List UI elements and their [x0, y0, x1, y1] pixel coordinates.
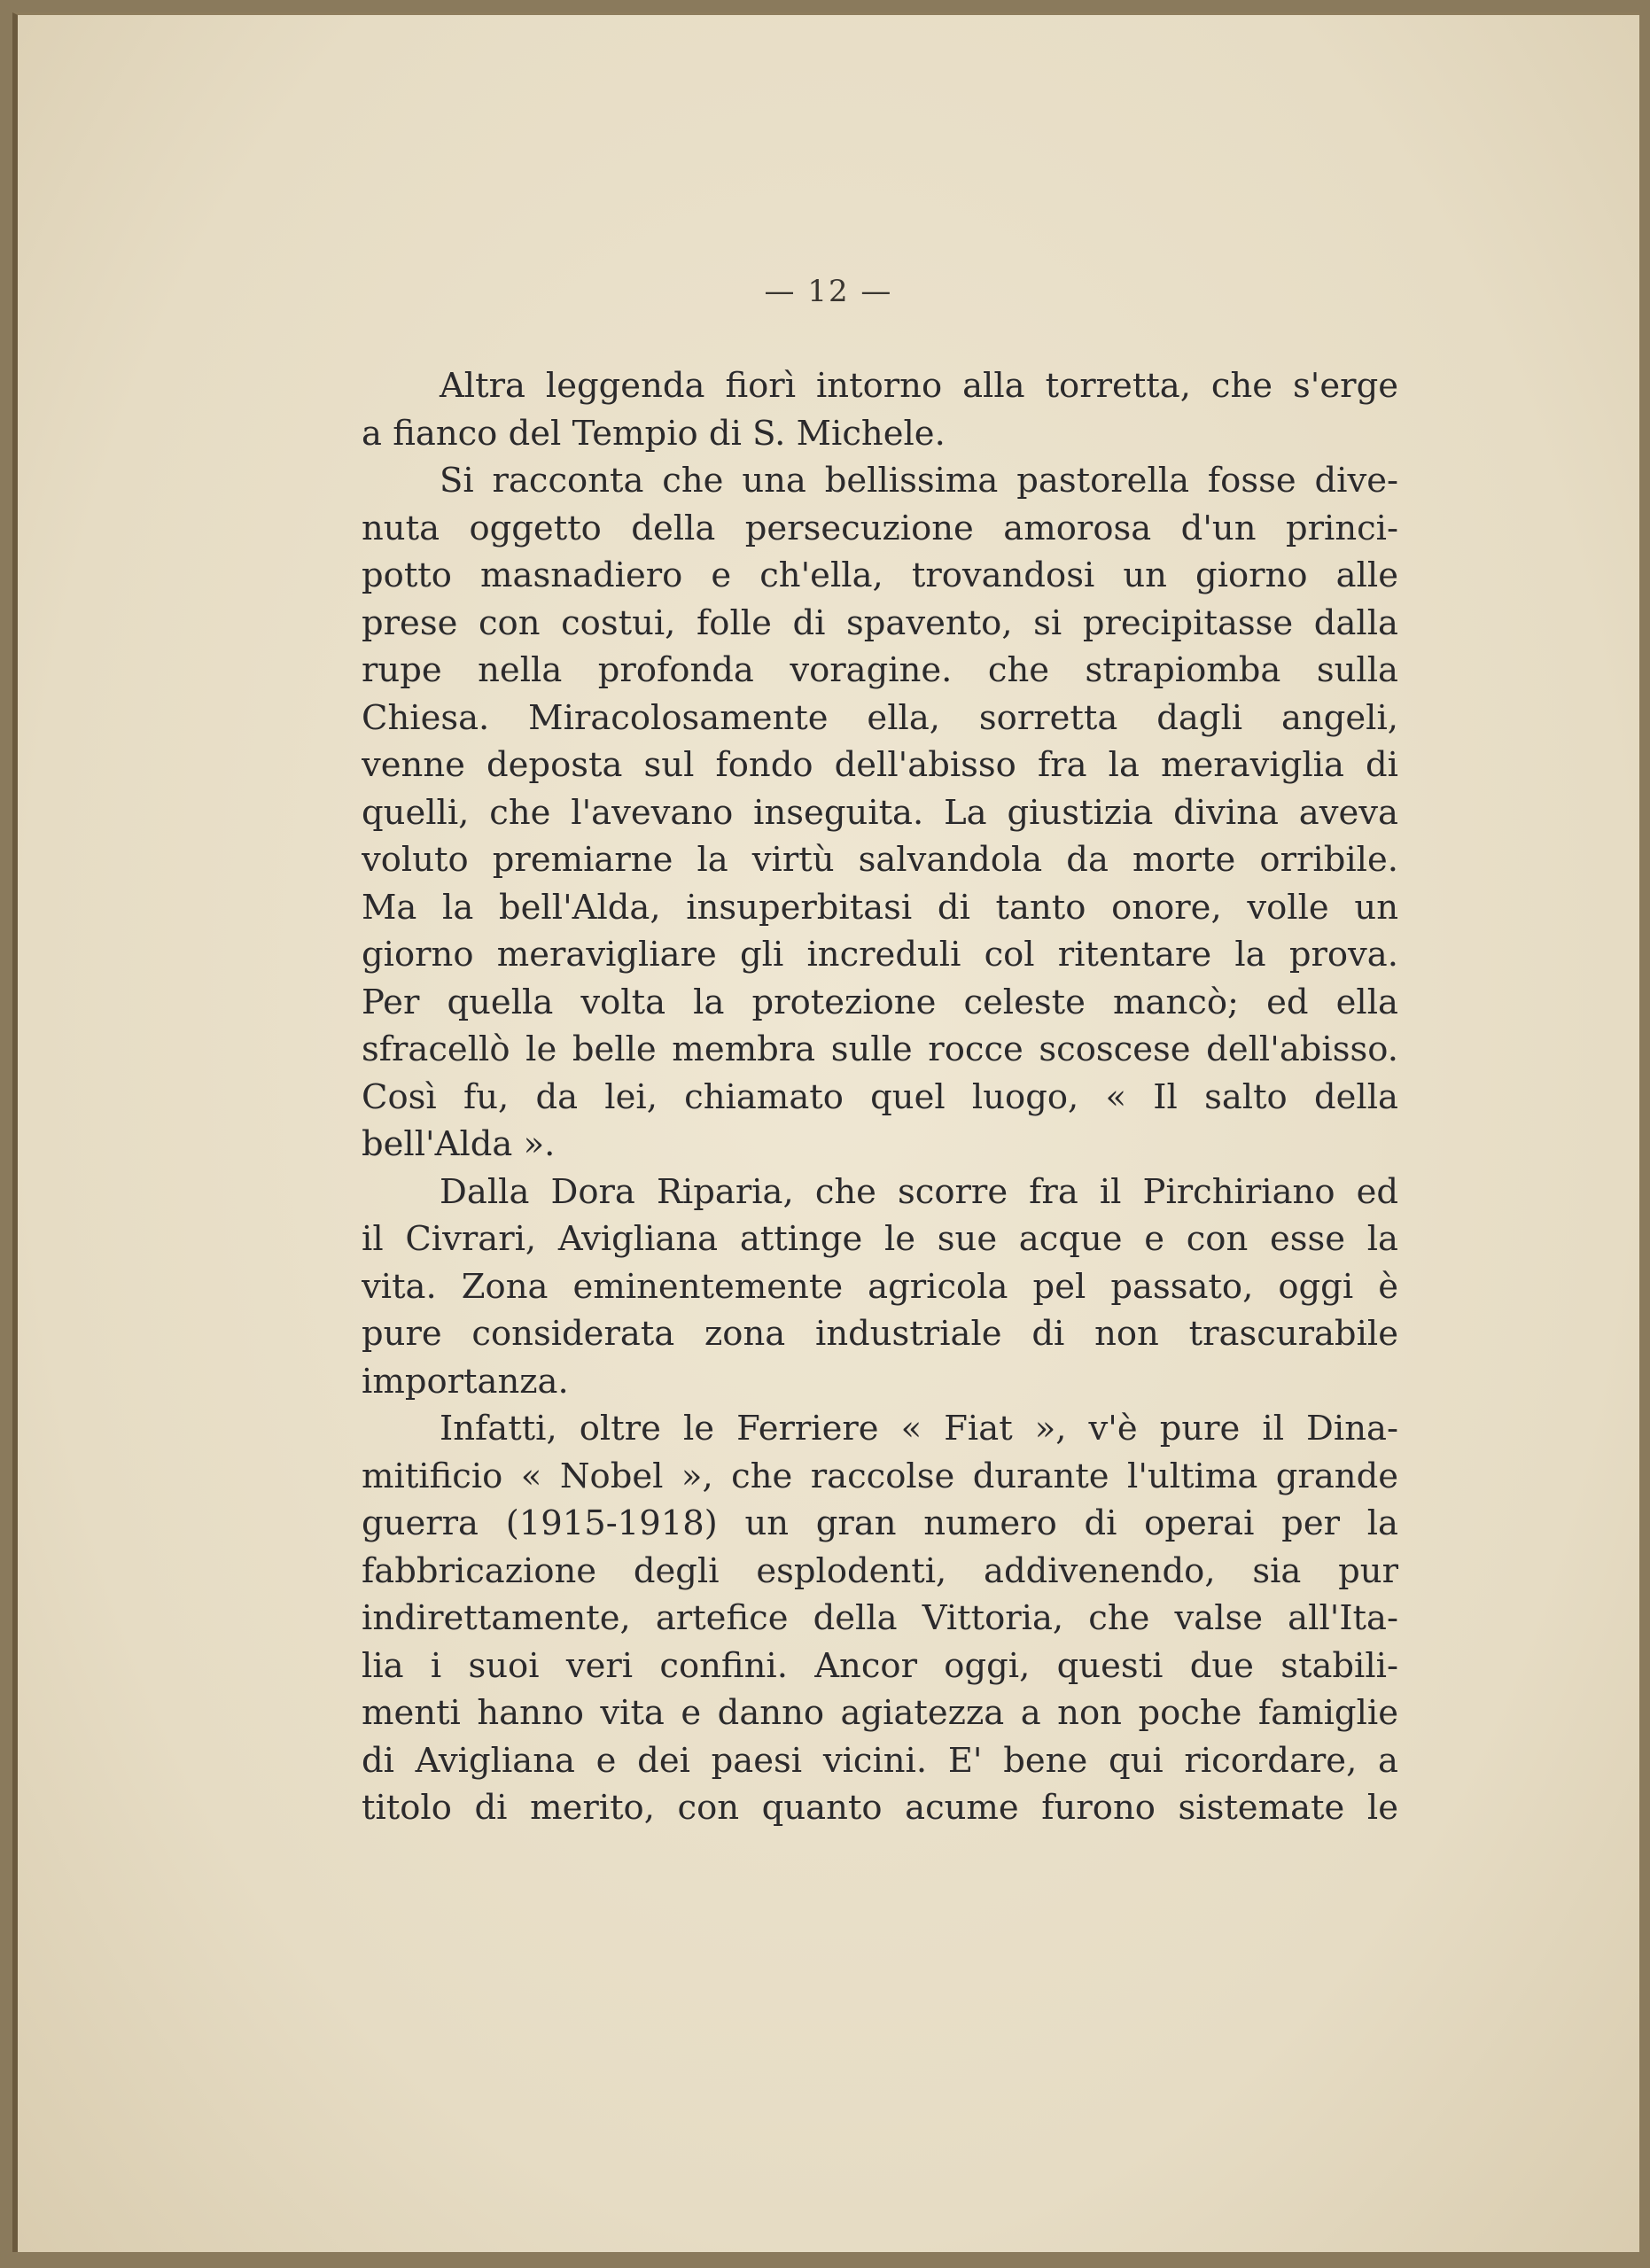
text-line: venne deposta sul fondo dell'abisso fra la meraviglia di — [362, 745, 1398, 785]
text-line: nuta oggetto della persecuzione amorosa d'un princi- — [362, 508, 1398, 548]
page-number: — 12 — — [764, 274, 893, 309]
text-line: il Civrari, Avigliana attinge le sue acque e con esse la — [362, 1219, 1398, 1259]
text-line: Si racconta che una bellissima pastorella fosse dive- — [440, 461, 1398, 501]
text-line: vita. Zona eminentemente agricola pel passato, oggi è — [362, 1266, 1398, 1307]
text-line: fabbricazione degli esplodenti, addivenendo, sia pur — [362, 1550, 1398, 1591]
text-line: voluto premiarne la virtù salvandola da morte orribile. — [362, 840, 1398, 880]
text-line: potto masnadiero e ch'ella, trovandosi un giorno alle — [362, 555, 1398, 595]
paragraph — [362, 457, 1398, 1169]
book-page — [12, 12, 1639, 2252]
text-line: Chiesa. Miracolosamente ella, sorretta dagli angeli, — [362, 697, 1398, 738]
text-line: pure considerata zona industriale di non trascurabile — [362, 1314, 1398, 1354]
text-line: bell'Alda ». — [362, 1124, 556, 1164]
paragraph — [362, 362, 1398, 457]
text-line: rupe nella profonda voragine. che strapiomba sulla — [362, 650, 1398, 690]
text-line: importanza. — [362, 1361, 569, 1402]
text-line: titolo di merito, con quanto acume furono sistemate le — [362, 1788, 1398, 1828]
text-line: giorno meravigliare gli increduli col ritentare la prova. — [362, 935, 1398, 975]
body-text — [362, 362, 1398, 1832]
text-line: quelli, che l'avevano inseguita. La giustizia divina aveva — [362, 792, 1398, 833]
text-line: a fianco del Tempio di S. Michele. — [362, 413, 946, 454]
text-line: Dalla Dora Riparia, che scorre fra il Pirchiriano ed — [440, 1171, 1398, 1212]
text-line: menti hanno vita e danno agiatezza a non poche famiglie — [362, 1693, 1398, 1733]
text-line: di Avigliana e dei paesi vicini. E' bene qui ricordare, a — [362, 1740, 1398, 1781]
text-line: lia i suoi veri confini. Ancor oggi, questi due stabili- — [362, 1645, 1398, 1686]
text-line: prese con costui, folle di spavento, si precipitasse dalla — [362, 602, 1398, 643]
text-line: sfracellò le belle membra sulle rocce scoscese dell'abisso. — [362, 1029, 1398, 1069]
paragraph — [362, 1169, 1398, 1406]
text-line: Ma la bell'Alda, insuperbitasi di tanto onore, volle un — [362, 887, 1398, 928]
text-line: indirettamente, artefice della Vittoria, che valse all'Ita- — [362, 1598, 1398, 1638]
paragraph — [362, 1405, 1398, 1832]
text-line: Per quella volta la protezione celeste mancò; ed ella — [362, 982, 1398, 1022]
text-line: Altra leggenda fiorì intorno alla torretta, che s'erge — [440, 366, 1398, 406]
text-line: guerra (1915-1918) un gran numero di operai per la — [362, 1503, 1398, 1543]
text-line: mitificio « Nobel », che raccolse durante l'ultima grande — [362, 1456, 1398, 1496]
text-line: Così fu, da lei, chiamato quel luogo, « Il salto della — [362, 1076, 1398, 1117]
text-line: Infatti, oltre le Ferriere « Fiat », v'è pure il Dina- — [440, 1409, 1398, 1449]
